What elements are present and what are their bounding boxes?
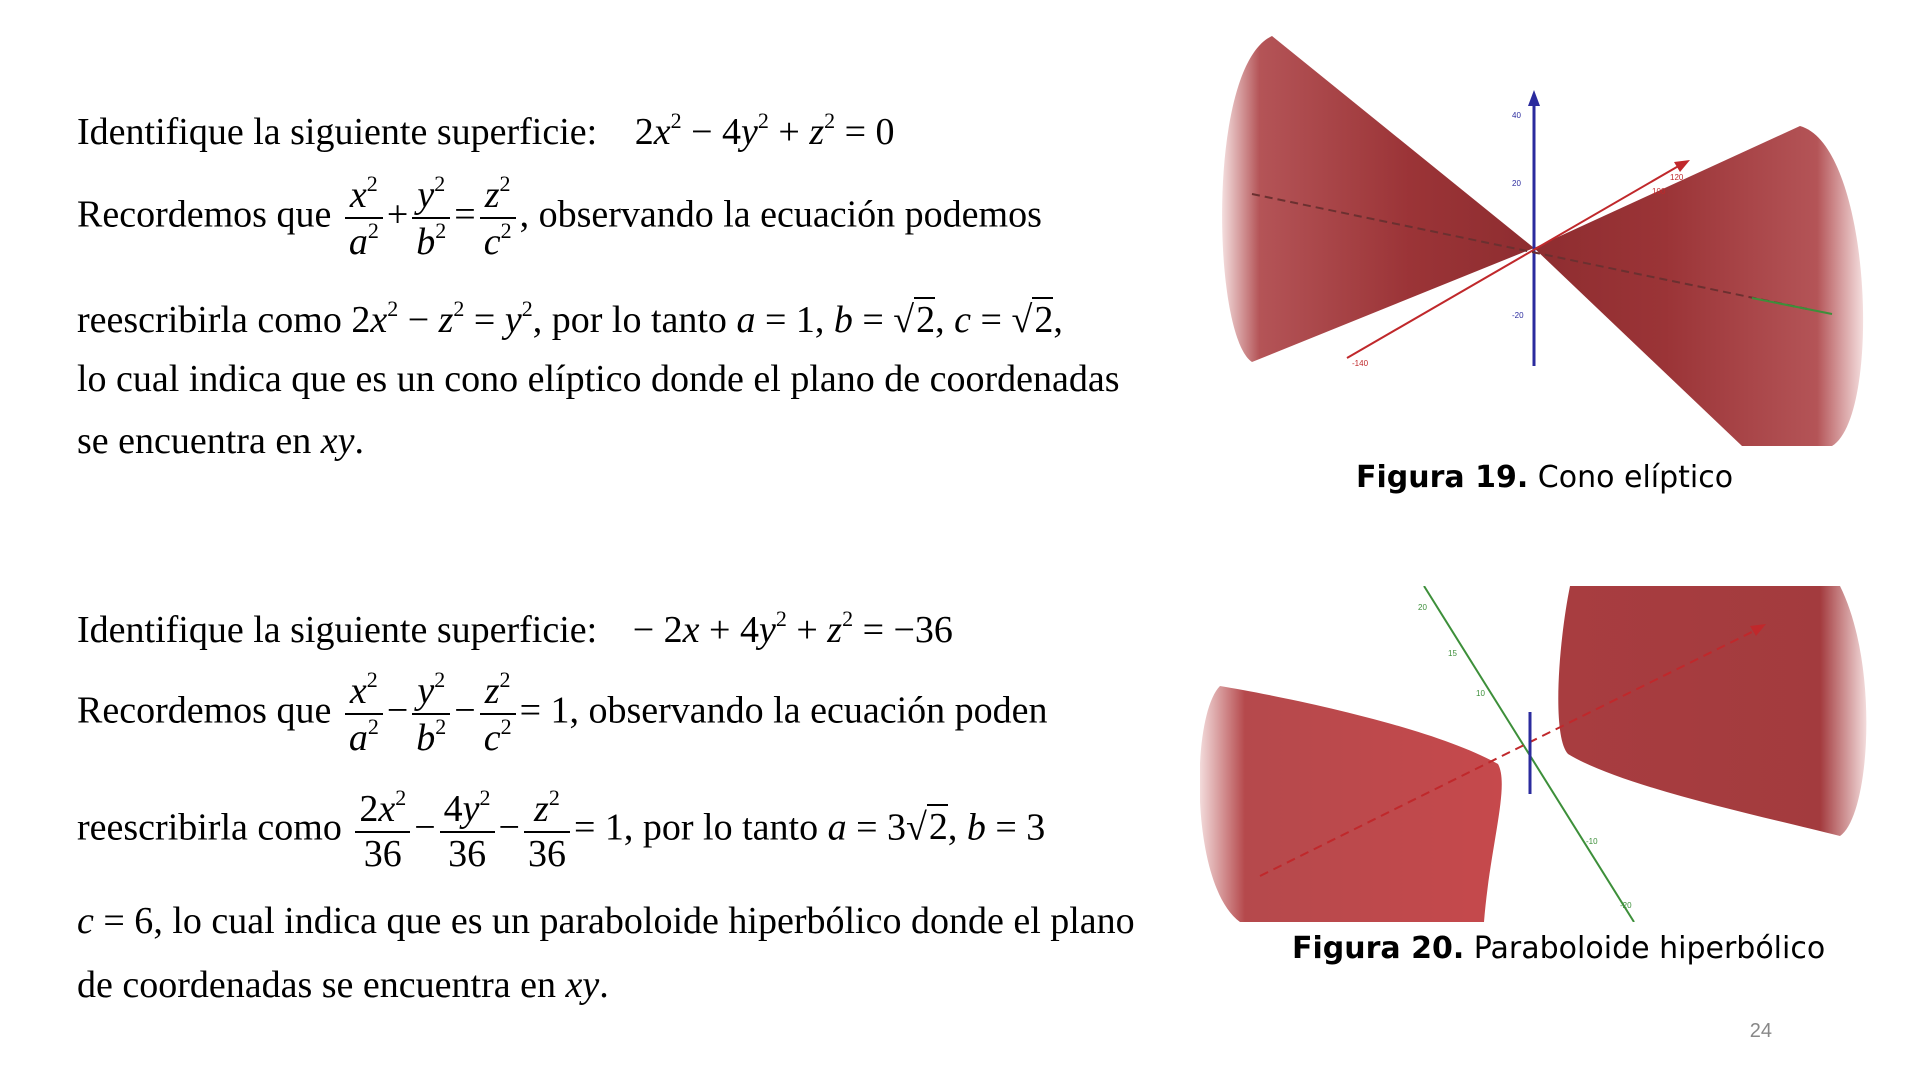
surface-right-sheet xyxy=(1558,586,1866,836)
tick-label: 120 xyxy=(1670,173,1684,182)
s1-intro: Identifique la siguiente superficie: xyxy=(77,111,598,153)
s1-line3-prefix: reescribirla como xyxy=(77,299,342,341)
z-axis-arrow xyxy=(1528,90,1540,106)
fraction: $\frac{4y^2}{36}$ xyxy=(440,786,495,875)
s2-line3-mid: por lo tanto xyxy=(642,806,819,849)
fraction: $\frac{2x^2}{36}$ xyxy=(355,786,410,875)
s2-line3-clip xyxy=(77,786,1149,896)
fraction: $\frac{z^2}{c^2}$ xyxy=(480,172,516,263)
s1-line2-prefix: Recordemos que xyxy=(77,193,332,236)
s2-equation: − $2x + 4y^2 + z^2 = -36$ xyxy=(632,606,953,651)
figure-20-caption xyxy=(1292,931,1825,966)
s2-line4-clip xyxy=(77,900,1209,948)
s2-line2: Recordemos que $\frac{x^2}{a^2}$ − $\frac{y^2}{b^2}$ − $\frac{z^2}{c^2}$ = 1, observando la ecuación poden xyxy=(77,668,1048,759)
surface-left-sheet xyxy=(1200,686,1502,922)
s1-line3-eq: $2x^2 - z^2 = y^2$ xyxy=(351,296,533,341)
s1-line5-suffix: . xyxy=(354,420,364,462)
fraction: $\frac{y^2}{b^2}$ xyxy=(412,172,450,263)
s2-line2-prefix: Recordemos que xyxy=(77,689,332,732)
s1-line4: lo cual indica que es un cono elíptico donde el plano de coordenadas xyxy=(77,358,1120,400)
figure-19-caption xyxy=(1356,460,1733,495)
s2-intro: Identifique la siguiente superficie: xyxy=(77,609,598,651)
tick-label: -20 xyxy=(1620,901,1632,910)
s2-line5-prefix: de coordenadas se encuentra en xyxy=(77,964,556,1006)
fraction: $\frac{x^2}{a^2}$ xyxy=(345,668,383,759)
s1-line3-values: a = 1, b = √2, c = √2, xyxy=(736,299,1063,341)
figure-19-text: Cono elíptico xyxy=(1537,460,1734,495)
figure-20-text: Paraboloide hiperbólico xyxy=(1473,931,1826,966)
figure-19-cone-plot xyxy=(1212,36,1880,446)
s2-line2-clip xyxy=(77,668,1149,776)
s2-line3: reescribirla como $\frac{2x^2}{36}$ − $\frac{4y^2}{36}$ − $\frac{z^2}{36}$ = 1, por lo tanto a = 3√2, b = 3 xyxy=(77,786,1046,875)
fraction: $\frac{z^2}{c^2}$ xyxy=(480,668,516,759)
fraction: $\frac{x^2}{a^2}$ xyxy=(345,172,383,263)
s2-line4-text: , lo cual indica que es un paraboloide hiperbólico donde el plano xyxy=(153,900,1135,942)
tick-label: -140 xyxy=(1352,359,1369,368)
s2-line1 xyxy=(77,608,953,649)
s1-line2: Recordemos que $\frac{x^2}{a^2}$ + $\frac{y^2}{b^2}$ = $\frac{z^2}{c^2}$ , observando la ecuación podemos xyxy=(77,171,1042,263)
s2-line5-suffix: . xyxy=(599,964,609,1006)
tick-label: -10 xyxy=(1586,837,1598,846)
s2-line3-values: a = 3√2, b = 3 xyxy=(827,806,1046,849)
fraction: $\frac{y^2}{b^2}$ xyxy=(412,668,450,759)
figure-19-label: Figura 19. xyxy=(1356,460,1529,495)
cone-left-nappe xyxy=(1222,36,1534,362)
tick-label: 20 xyxy=(1512,179,1521,188)
s2-line4: c = 6, lo cual indica que es un paraboloide hiperbólico donde el plano xyxy=(77,900,1135,942)
x-axis-arrow xyxy=(1674,160,1690,172)
figure-20-paraboloid-plot xyxy=(1200,586,1880,922)
s1-line1 xyxy=(77,110,895,151)
s1-line3-mid: , por lo tanto xyxy=(532,299,727,341)
s2-line3-prefix: reescribirla como xyxy=(77,806,342,849)
tick-label: 10 xyxy=(1476,689,1485,698)
s1-line5-prefix: se encuentra en xyxy=(77,420,312,462)
tick-label: 20 xyxy=(1418,603,1427,612)
s2-line5-var: xy xyxy=(565,964,600,1006)
tick-label: 40 xyxy=(1512,111,1521,120)
tick-label: 100 xyxy=(1652,187,1666,196)
tick-label: -20 xyxy=(1512,311,1524,320)
s1-line2-suffix: , observando la ecuación podemos xyxy=(519,193,1042,236)
page-number: 24 xyxy=(1749,1020,1772,1042)
tick-label: 15 xyxy=(1448,649,1457,658)
s2-line5 xyxy=(77,966,609,1004)
s1-line5-var: xy xyxy=(320,420,355,462)
s1-line3 xyxy=(77,298,1063,339)
s1-line5 xyxy=(77,422,364,460)
s1-equation: $2x^2 - 4y^2 + z^2 = 0$ xyxy=(634,108,895,153)
figure-20-label: Figura 20. xyxy=(1292,931,1465,966)
s2-line2-suffix: observando la ecuación poden xyxy=(588,689,1048,732)
fraction: $\frac{z^2}{36}$ xyxy=(524,786,570,875)
